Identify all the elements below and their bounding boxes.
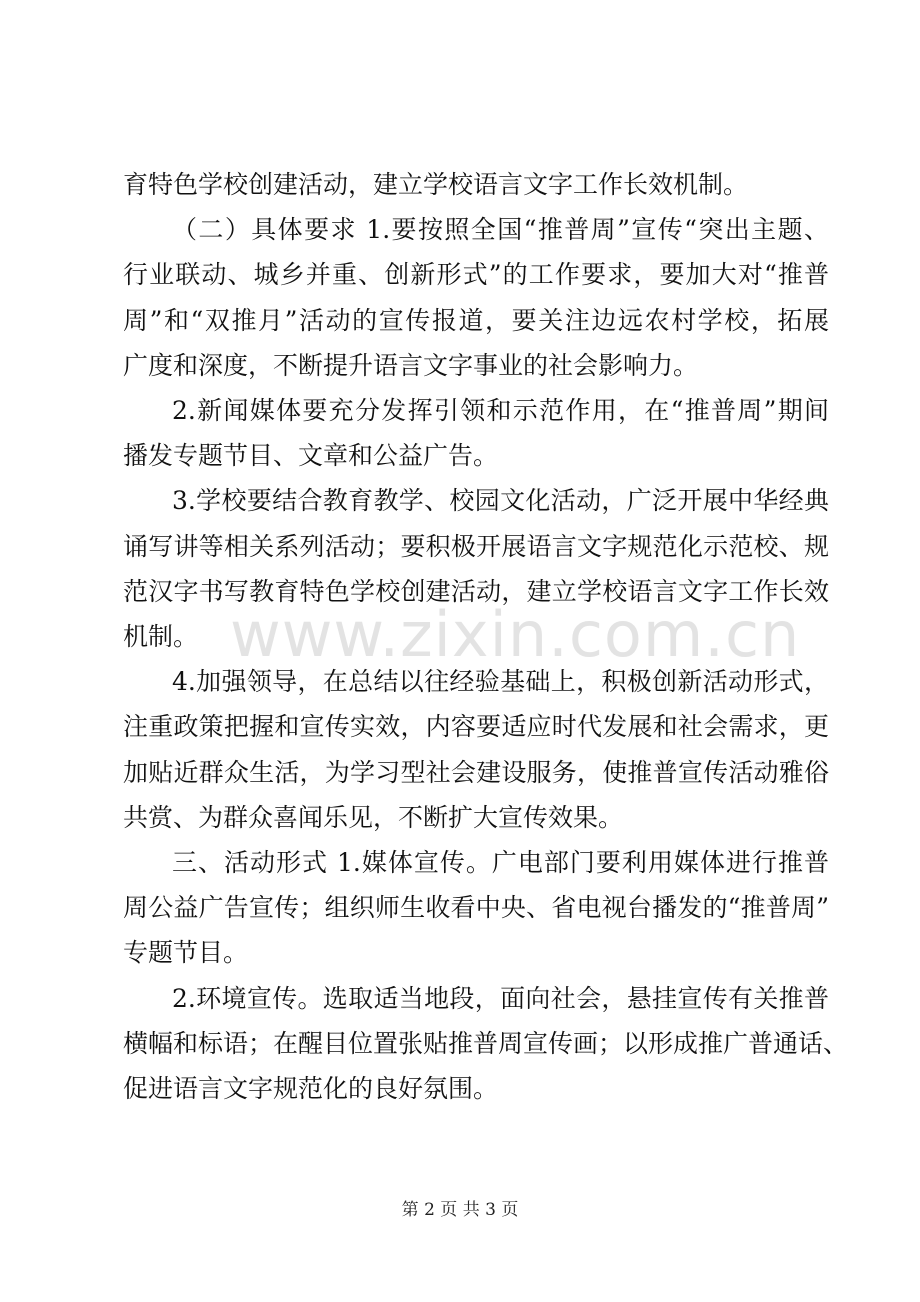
paragraph-line: 播发专题节目、文章和公益广告。 bbox=[123, 441, 499, 470]
paragraph-line: 注重政策把握和宣传实效，内容要适应时代发展和社会需求，更 bbox=[123, 712, 829, 741]
paragraph-line: 共赏、为群众喜闻乐见，不断扩大宣传效果。 bbox=[123, 803, 624, 832]
paragraph-line: （二）具体要求 1.要按照全国“推普周”宣传“突出主题、 bbox=[172, 215, 829, 244]
paragraph-line: 加贴近群众生活，为学习型社会建设服务，使推普宣传活动雅俗 bbox=[123, 758, 829, 787]
paragraph-line: 2.环境宣传。选取适当地段，面向社会，悬挂宣传有关推普 bbox=[172, 984, 829, 1013]
paragraph-line: 范汉字书写教育特色学校创建活动，建立学校语言文字工作长效 bbox=[123, 577, 829, 606]
paragraph-line: 2.新闻媒体要充分发挥引领和示范作用，在“推普周”期间 bbox=[172, 396, 829, 425]
paragraph-line: 横幅和标语；在醒目位置张贴推普周宣传画；以形成推广普通话、 bbox=[123, 1029, 849, 1058]
page-number-footer: 第 2 页 共 3 页 bbox=[401, 1200, 519, 1220]
paragraph-line: 机制。 bbox=[123, 622, 199, 651]
paragraph-line: 周公益广告宣传；组织师生收看中央、省电视台播发的“推普周” bbox=[123, 893, 829, 922]
paragraph-line: 广度和深度，不断提升语言文字事业的社会影响力。 bbox=[123, 351, 699, 380]
watermark: www.zixin.com.cn bbox=[230, 598, 801, 671]
paragraph-line: 三、活动形式 1.媒体宣传。广电部门要利用媒体进行推普 bbox=[172, 848, 829, 877]
paragraph-line: 3.学校要结合教育教学、校园文化活动，广泛开展中华经典 bbox=[172, 486, 829, 515]
paragraph-line: 行业联动、城乡并重、创新形式”的工作要求，要加大对“推普 bbox=[123, 260, 829, 289]
paragraph-line: 专题节目。 bbox=[123, 938, 249, 967]
paragraph-line: 育特色学校创建活动，建立学校语言文字工作长效机制。 bbox=[123, 170, 749, 199]
paragraph-line: 4.加强领导，在总结以往经验基础上，积极创新活动形式， bbox=[172, 667, 829, 696]
paragraph-line: 促进语言文字规范化的良好氛围。 bbox=[123, 1074, 499, 1103]
paragraph-line: 周”和“双推月”活动的宣传报道，要关注边远农村学校，拓展 bbox=[123, 306, 829, 335]
paragraph-line: 诵写讲等相关系列活动；要积极开展语言文字规范化示范校、规 bbox=[123, 532, 829, 561]
